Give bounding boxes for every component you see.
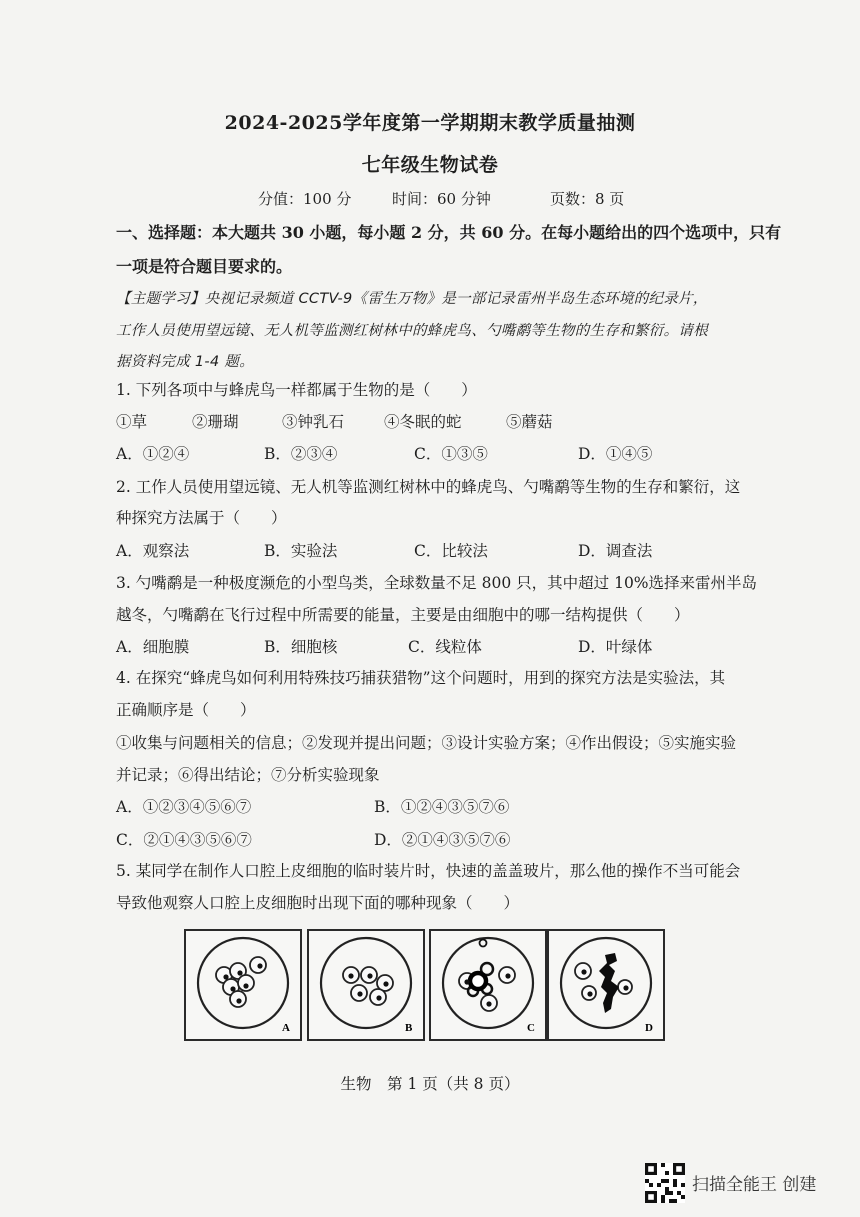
question-1-option-c[interactable]: C．①③⑤: [414, 445, 488, 463]
cell-figure-a-svg: [186, 931, 300, 1039]
cell-figure-b: [307, 929, 425, 1041]
question-2-option-d[interactable]: D．调查法: [578, 542, 653, 560]
score-info: 分值：100 分: [258, 190, 352, 208]
question-3-option-c[interactable]: C．线粒体: [408, 638, 482, 656]
cell-figure-d-svg: [549, 931, 663, 1039]
topic-line-1: 【主题学习】央视记录频道 CCTV-9《雷生万物》是一部记录雷州半岛生态环境的纪录片，: [116, 291, 708, 307]
figure-label-c: C: [527, 1022, 535, 1034]
question-4-option-a[interactable]: A．①②③④⑤⑥⑦: [116, 798, 252, 816]
topic-line-2: 工作人员使用望远镜、无人机等监测红树林中的蜂虎鸟、勺嘴鹬等生物的生存和繁衍。请根: [116, 323, 708, 339]
question-4-option-b[interactable]: B．①②④③⑤⑦⑥: [374, 798, 510, 816]
figure-label-a: A: [282, 1022, 290, 1034]
question-2-option-c[interactable]: C．比较法: [414, 542, 488, 560]
question-3-option-d[interactable]: D．叶绿体: [578, 638, 653, 656]
question-5-stem: 5. 某同学在制作人口腔上皮细胞的临时装片时，快速的盖盖玻片，那么他的操作不当可能会: [116, 862, 741, 880]
question-1-item: ⑤蘑菇: [506, 413, 553, 431]
pages-info: 页数：8 页: [550, 190, 625, 208]
question-1-option-d[interactable]: D．①④⑤: [578, 445, 653, 463]
question-2-stem: 2. 工作人员使用望远镜、无人机等监测红树林中的蜂虎鸟、勺嘴鹬等生物的生存和繁衍，这: [116, 478, 741, 496]
question-1-stem: 1. 下列各项中与蜂虎鸟一样都属于生物的是（ ）: [116, 381, 477, 399]
exam-subtitle: 七年级生物试卷: [361, 154, 499, 176]
cell-figure-c-svg: [431, 931, 545, 1039]
question-3-option-b[interactable]: B．细胞核: [264, 638, 338, 656]
topic-line-3: 据资料完成 1-4 题。: [116, 354, 255, 370]
question-1-item: ③钟乳石: [282, 413, 345, 431]
question-4-stem: 4. 在探究“蜂虎鸟如何利用特殊技巧捕获猎物”这个问题时，用到的探究方法是实验法，其: [116, 669, 726, 687]
question-1-item: ②珊瑚: [192, 413, 239, 431]
section-heading: 一、选择题：本大题共 30 小题，每小题 2 分，共 60 分。在每小题给出的四个选项中，只有: [116, 223, 782, 242]
section-heading-cont: 一项是符合题目要求的。: [116, 257, 293, 276]
qr-code-icon: [645, 1163, 685, 1203]
figure-label-d: D: [645, 1022, 653, 1034]
question-4-stem-cont: 正确顺序是（ ）: [116, 701, 256, 719]
cell-figure-a: [184, 929, 302, 1041]
cell-figure-b-svg: [309, 931, 423, 1039]
question-4-steps-cont: 并记录；⑥得出结论；⑦分析实验现象: [116, 766, 380, 784]
question-4-option-c[interactable]: C．②①④③⑤⑥⑦: [116, 831, 252, 849]
question-1-item: ④冬眠的蛇: [384, 413, 462, 431]
question-4-option-d[interactable]: D．②①④③⑤⑦⑥: [374, 831, 511, 849]
figure-label-b: B: [405, 1022, 413, 1034]
question-1-item: ①草: [116, 413, 148, 431]
cell-figure-c: [429, 929, 547, 1041]
question-2-option-b[interactable]: B．实验法: [264, 542, 338, 560]
scanner-watermark: 扫描全能王 创建: [692, 1175, 817, 1195]
question-4-steps: ①收集与问题相关的信息；②发现并提出问题；③设计实验方案；④作出假设；⑤实施实验: [116, 734, 737, 752]
question-3-option-a[interactable]: A．细胞膜: [116, 638, 190, 656]
exam-title: 2024-2025学年度第一学期期末教学质量抽测: [224, 112, 636, 134]
question-1-option-a[interactable]: A．①②④: [116, 445, 190, 463]
question-2-option-a[interactable]: A．观察法: [116, 542, 190, 560]
cell-figure-d: [547, 929, 665, 1041]
time-info: 时间：60 分钟: [392, 190, 491, 208]
question-5-stem-cont: 导致他观察人口腔上皮细胞时出现下面的哪种现象（ ）: [116, 894, 520, 912]
question-1-option-b[interactable]: B．②③④: [264, 445, 338, 463]
question-2-stem-cont: 种探究方法属于（ ）: [116, 509, 287, 527]
question-3-stem-cont: 越冬，勺嘴鹬在飞行过程中所需要的能量，主要是由细胞中的哪一结构提供（ ）: [116, 606, 690, 624]
question-3-stem: 3. 勺嘴鹬是一种极度濒危的小型鸟类，全球数量不足 800 只，其中超过 10%选择来雷州半岛: [116, 574, 758, 592]
page-footer: 生物 第 1 页（共 8 页）: [340, 1075, 520, 1093]
